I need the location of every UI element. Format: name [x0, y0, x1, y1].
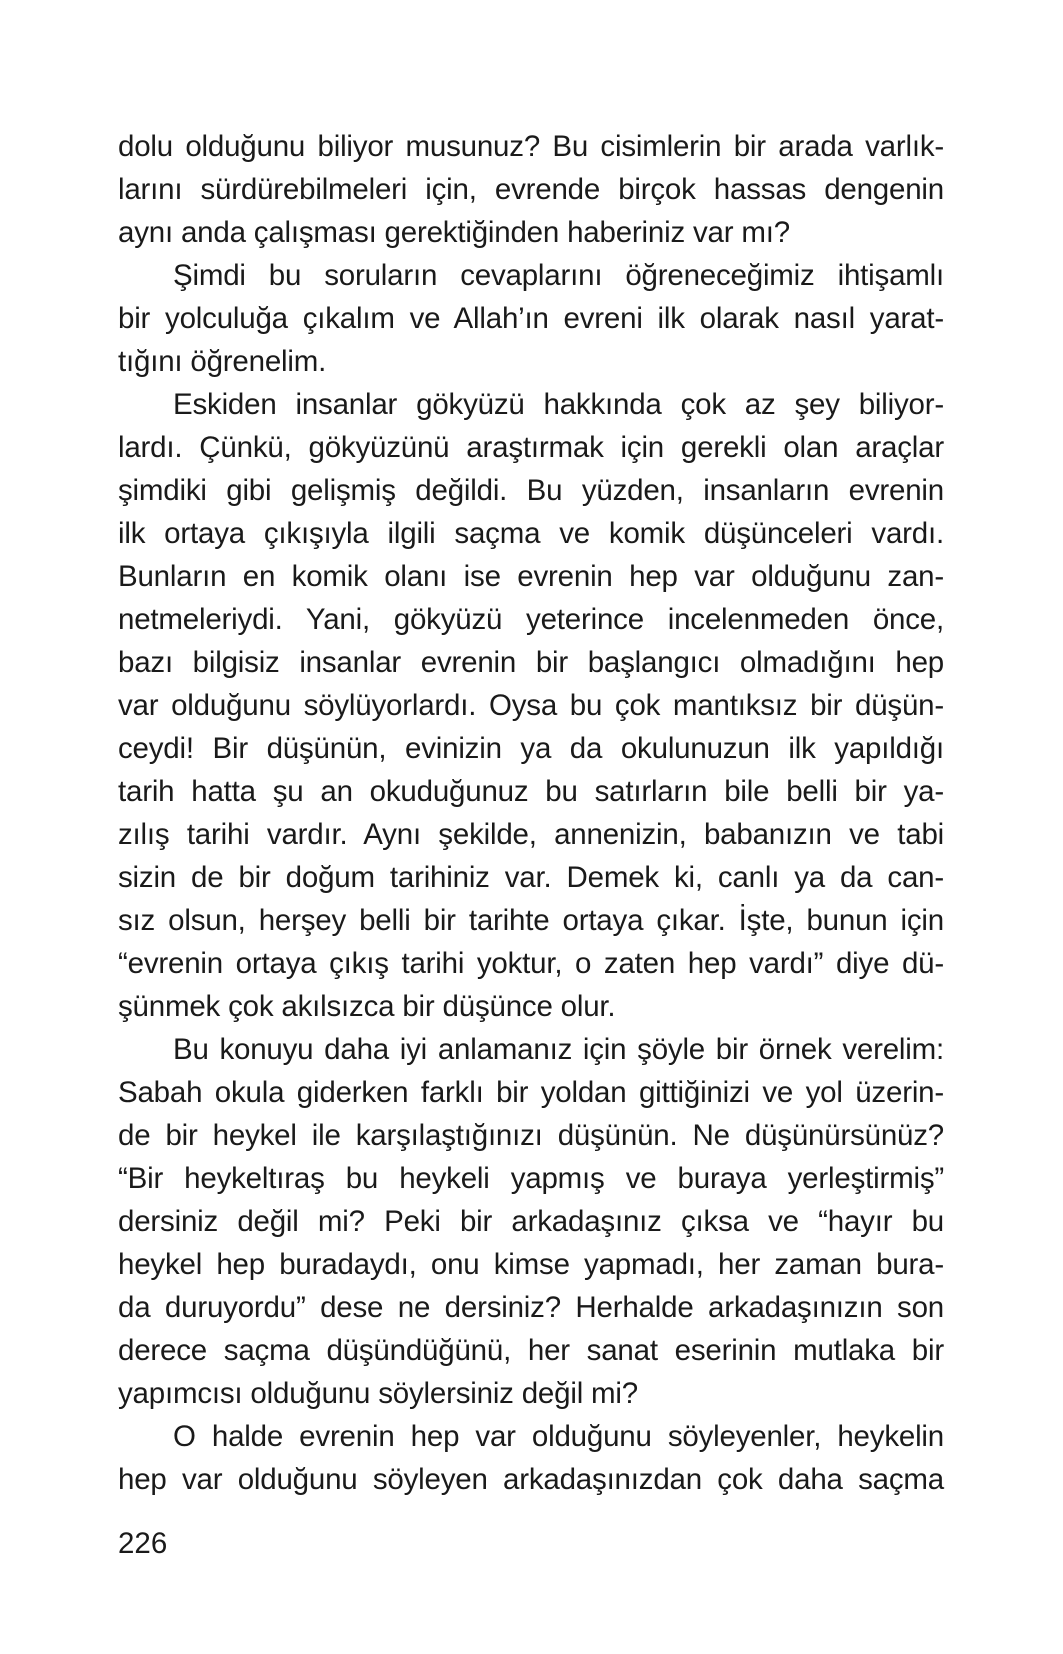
text-line: dolu olduğunu biliyor musunuz? Bu cisimlerin bir arada varlık-	[118, 130, 944, 163]
text-line: hep var olduğunu söyleyen arkadaşınızdan çok daha saçma	[118, 1463, 944, 1496]
paragraph	[118, 1415, 944, 1501]
text-line: şünmek çok akılsızca bir düşünce olur.	[118, 990, 616, 1023]
text-line: lardı. Çünkü, gökyüzünü araştırmak için gerekli olan araçlar	[118, 431, 944, 464]
text-line: Bu konuyu daha iyi anlamanız için şöyle bir örnek verelim:	[173, 1033, 944, 1066]
text-line: O halde evrenin hep var olduğunu söyleyenler, heykelin	[173, 1420, 944, 1453]
text-line: sizin de bir doğum tarihiniz var. Demek ki, canlı ya da can-	[118, 861, 944, 894]
text-line: “Bir heykeltıraş bu heykeli yapmış ve buraya yerleştirmiş”	[118, 1162, 944, 1195]
text-line: Sabah okula giderken farklı bir yoldan gittiğinizi ve yol üzerin-	[118, 1076, 944, 1109]
paragraph	[118, 254, 944, 383]
text-line: netmeleriydi. Yani, gökyüzü yeterince incelenmeden önce,	[118, 603, 944, 636]
text-line: Eskiden insanlar gökyüzü hakkında çok az şey biliyor-	[173, 388, 944, 421]
text-line: de bir heykel ile karşılaştığınızı düşünün. Ne düşünürsünüz?	[118, 1119, 944, 1152]
text-line: yapımcısı olduğunu söylersiniz değil mi?	[118, 1377, 638, 1410]
text-line: dersiniz değil mi? Peki bir arkadaşınız çıksa ve “hayır bu	[118, 1205, 944, 1238]
text-line: şimdiki gibi gelişmiş değildi. Bu yüzden, insanların evrenin	[118, 474, 944, 507]
text-line: aynı anda çalışması gerektiğinden haberiniz var mı?	[118, 216, 790, 249]
text-line: tığını öğrenelim.	[118, 345, 327, 378]
text-line: Bunların en komik olanı ise evrenin hep var olduğunu zan-	[118, 560, 944, 593]
text-line: “evrenin ortaya çıkış tarihi yoktur, o zaten hep vardı” diye dü-	[118, 947, 944, 980]
paragraph	[118, 125, 944, 254]
text-line: bazı bilgisiz insanlar evrenin bir başlangıcı olmadığını hep	[118, 646, 944, 679]
text-line: var olduğunu söylüyorlardı. Oysa bu çok mantıksız bir düşün-	[118, 689, 944, 722]
text-line: derece saçma düşündüğünü, her sanat eserinin mutlaka bir	[118, 1334, 944, 1367]
text-line: bir yolculuğa çıkalım ve Allah’ın evreni ilk olarak nasıl yarat-	[118, 302, 944, 335]
text-block	[118, 125, 944, 1501]
text-line: larını sürdürebilmeleri için, evrende birçok hassas dengenin	[118, 173, 944, 206]
text-line: heykel hep buradaydı, onu kimse yapmadı, her zaman bura-	[118, 1248, 944, 1281]
text-line: tarih hatta şu an okuduğunuz bu satırların bile belli bir ya-	[118, 775, 944, 808]
text-line: ilk ortaya çıkışıyla ilgili saçma ve komik düşünceleri vardı.	[118, 517, 944, 550]
text-line: ceydi! Bir düşünün, evinizin ya da okulunuzun ilk yapıldığı	[118, 732, 944, 765]
text-line: Şimdi bu soruların cevaplarını öğreneceğimiz ihtişamlı	[173, 259, 944, 292]
text-line: sız olsun, herşey belli bir tarihte ortaya çıkar. İşte, bunun için	[118, 904, 944, 937]
text-line: zılış tarihi vardır. Aynı şekilde, annenizin, babanızın ve tabi	[118, 818, 944, 851]
paragraph	[118, 1028, 944, 1415]
paragraph	[118, 383, 944, 1028]
page-number: 226	[118, 1527, 168, 1560]
text-line: da duruyordu” dese ne dersiniz? Herhalde arkadaşınızın son	[118, 1291, 944, 1324]
